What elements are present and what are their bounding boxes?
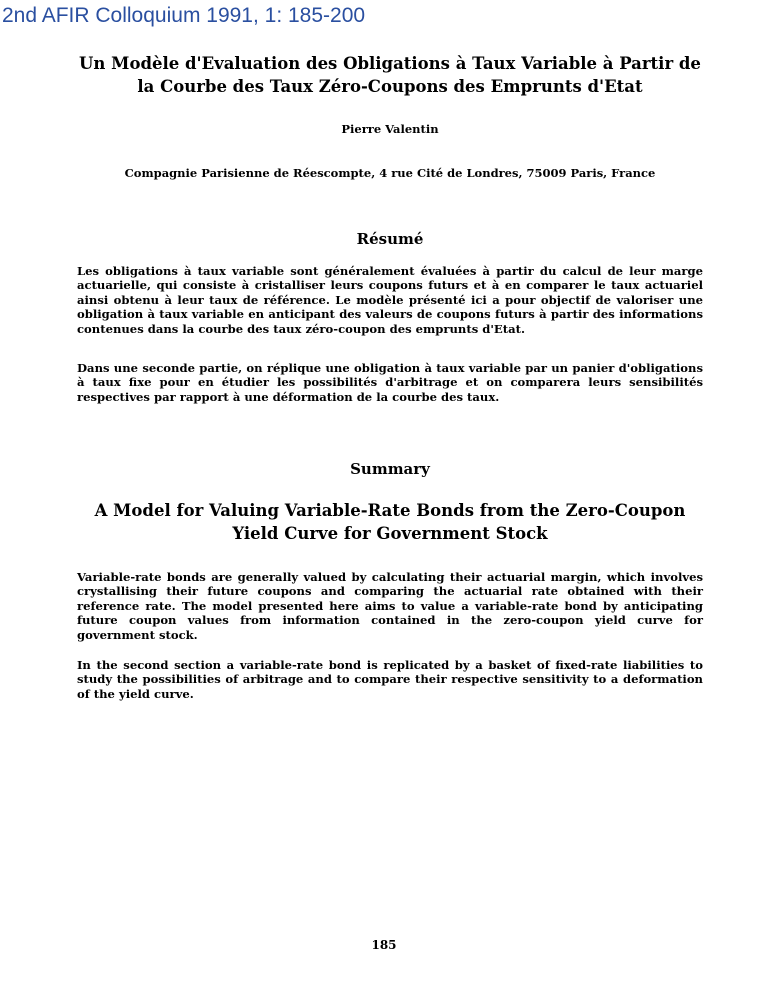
resume-heading: Résumé (356, 230, 424, 248)
english-title-line-2: Yield Curve for Government Stock (232, 524, 548, 543)
page-number: 185 (371, 938, 397, 952)
paper-title (40, 52, 740, 98)
english-title-line-1: A Model for Valuing Variable-Rate Bonds from the Zero-Coupon (94, 501, 686, 520)
author-name: Pierre Valentin (341, 122, 439, 136)
resume-paragraph-1: Les obligations à taux variable sont généralement évaluées à partir du calcul de leur marge actuarielle, qui consiste à cristalliser leurs coupons futurs et à en comparer le taux actuariel ainsi obtenu à leur taux de référence. Le modèle présenté ici a pour objectif de valoriser une obligation à taux variable en anticipant des valeurs de coupons futurs à partir des informations contenues dans la courbe des taux zéro-coupon des emprunts d'Etat. (77, 264, 703, 336)
citation-header: 2nd AFIR Colloquium 1991, 1: 185-200 (2, 4, 366, 27)
summary-paragraph-1: Variable-rate bonds are generally valued by calculating their actuarial margin, which involves crystallising their future coupons and comparing the actuarial rate obtained with their reference rate. The model presented here aims to value a variable-rate bond by anticipating future coupon values from information contained in the zero-coupon yield curve for government stock. (77, 570, 703, 642)
paper-title-line-1: Un Modèle d'Evaluation des Obligations à Taux Variable à Partir de (79, 54, 701, 73)
author-affiliation: Compagnie Parisienne de Réescompte, 4 rue Cité de Londres, 75009 Paris, France (124, 166, 656, 180)
paper-title-line-2: la Courbe des Taux Zéro-Coupons des Emprunts d'Etat (137, 77, 643, 96)
english-title (40, 499, 740, 545)
summary-heading: Summary (350, 460, 430, 478)
summary-paragraph-2: In the second section a variable-rate bond is replicated by a basket of fixed-rate liabilities to study the possibilities of arbitrage and to compare their respective sensitivity to a deformation of the yield curve. (77, 658, 703, 701)
resume-paragraph-2: Dans une seconde partie, on réplique une obligation à taux variable par un panier d'obligations à taux fixe pour en étudier les possibilités d'arbitrage et on comparera leurs sensibilités respectives par rapport à une déformation de la courbe des taux. (77, 361, 703, 404)
